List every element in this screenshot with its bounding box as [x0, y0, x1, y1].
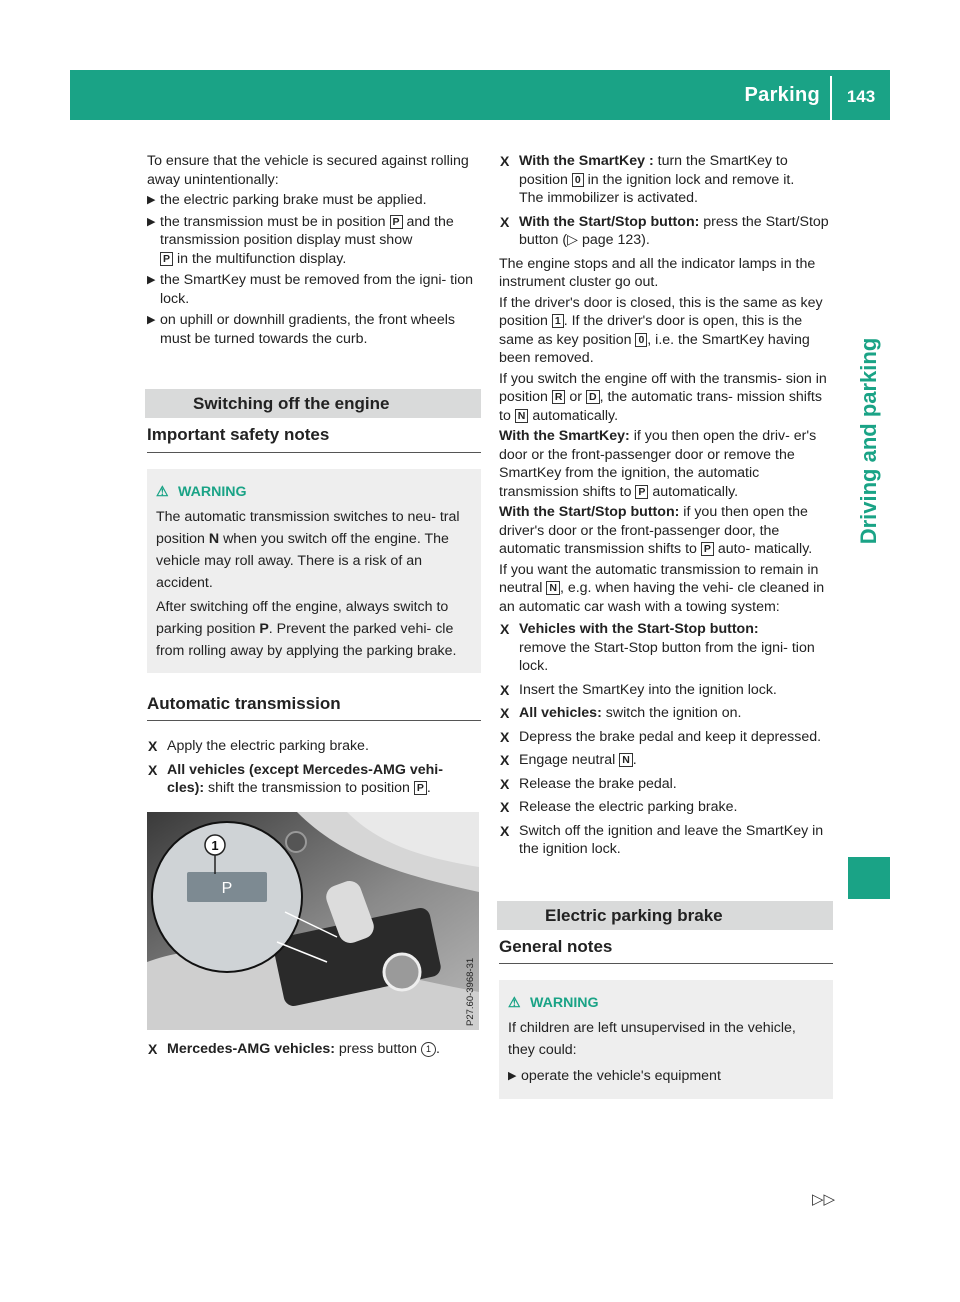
key-position-symbol: 0 [572, 173, 584, 187]
step-item: X Depress the brake pedal and keep it depressed. [500, 728, 822, 745]
pos-p-symbol: P [390, 215, 403, 229]
list-item: ▶ the electric parking brake must be applied. [147, 192, 427, 208]
image-code: P27.60-3968-31 [465, 957, 476, 1026]
step-arrow-icon: X [148, 738, 158, 754]
side-marker [848, 857, 890, 899]
warning-box [499, 980, 833, 1099]
step-arrow-icon: X [500, 752, 510, 768]
step-item: X With the Start/Stop button: press the Start/Stop button (▷ page 123). [500, 213, 829, 248]
step-item: X All vehicles (except Mercedes-AMG vehi- cles): shift the transmission to position P . [148, 761, 443, 796]
list-item: ▶ the SmartKey must be removed from the igni- tion lock. [147, 272, 474, 307]
list-item: ▶ operate the vehicle's equipment [508, 1068, 721, 1084]
step-arrow-icon: X [500, 681, 510, 698]
step-arrow-icon: X [500, 728, 510, 745]
warning-text: The automatic transmission switches to neu- tral position N when you switch off the engine. The vehicle may roll away. There is a risk of an accident. [156, 508, 460, 591]
warning-title: ⚠ WARNING [508, 992, 824, 1014]
pos-p-symbol: P [414, 781, 427, 795]
body-text: If you want the automatic transmission to remain in neutral N , e.g. when having the vehi- cle cleaned in an automatic car wash with a towing system: [499, 561, 825, 615]
step-item: X Apply the electric parking brake. [148, 738, 369, 754]
intro-text: To ensure that the vehicle is secured against rolling away unintentionally: [147, 153, 469, 188]
body-text: If you switch the engine off with the transmis- sion in position R or D , the automatic trans- mission shifts to N automatically. [499, 370, 827, 424]
subheading: Automatic transmission [147, 695, 481, 722]
key-position-symbol: 0 [635, 333, 647, 347]
step-item: X Switch off the ignition and leave the SmartKey in the ignition lock. [500, 822, 824, 857]
step-arrow-icon: X [148, 1040, 158, 1057]
list-item: ▶ the transmission must be in position P and the transmission position display must show P in the multifunction display. [147, 213, 454, 267]
pos-p-symbol: P [160, 252, 173, 266]
step-item: X Release the brake pedal. [500, 775, 677, 792]
step-arrow-icon: X [500, 705, 510, 721]
right-column [499, 152, 833, 1099]
warning-box [147, 469, 481, 673]
section-heading: Switching off the engine [145, 389, 481, 418]
callout-number: 1 [211, 837, 219, 853]
p-button-label: P [221, 879, 233, 897]
step-item: X All vehicles: switch the ignition on. [500, 705, 742, 721]
body-text: With the SmartKey: if you then open the driv- er's door or the front-passenger door or remove the SmartKey from the ignition, the automatic transmission shifts to P automatically. [499, 428, 817, 500]
warning-text: If children are left unsupervised in the vehicle, they could: [508, 1020, 796, 1058]
step-item: X Mercedes-AMG vehicles: press button 1 . [148, 1040, 440, 1057]
continue-icon: ▷▷ [812, 1191, 836, 1208]
step-arrow-icon: X [148, 761, 158, 778]
key-position-symbol: 1 [552, 314, 564, 328]
step-arrow-icon: X [500, 822, 510, 839]
gear-selector-photo [147, 812, 479, 1030]
step-arrow-icon: X [500, 775, 510, 792]
step-item: X Vehicles with the Start-Stop button: remove the Start-Stop button from the igni- tion lock. [500, 621, 815, 674]
section-title: Parking [744, 84, 820, 106]
page-header [70, 70, 890, 120]
warning-triangle-icon: ⚠ [508, 995, 521, 1011]
warning-triangle-icon: ⚠ [156, 483, 169, 500]
body-text: With the Start/Stop button: if you then open the driver's door or the front-passenger door, the automatic transmission shifts to P auto- matically. [499, 504, 813, 557]
warning-title: ⚠ WARNING [156, 481, 472, 503]
warning-text: After switching off the engine, always switch to parking position P. Prevent the parked vehi- cle from rolling away by applying the parking brake. [156, 598, 457, 659]
side-tab [848, 300, 890, 600]
left-column [147, 152, 481, 1063]
body-text: The engine stops and all the indicator lamps in the instrument cluster go out. [499, 255, 816, 290]
list-item: ▶ on uphill or downhill gradients, the front wheels must be turned towards the curb. [147, 312, 455, 347]
page-number: 143 [846, 87, 876, 106]
step-arrow-icon: X [500, 213, 510, 230]
section-heading: Electric parking brake [497, 901, 833, 930]
step-item: X Release the electric parking brake. [500, 799, 738, 815]
body-text: If the driver's door is closed, this is the same as key position 1 . If the driver's door is open, this is the same as key position 0 , i.e. the SmartKey having been removed. [499, 294, 823, 366]
step-item: X Insert the SmartKey into the ignition lock. [500, 681, 777, 698]
step-item: X Engage neutral N . [500, 752, 637, 768]
subheading: General notes [499, 938, 833, 965]
step-arrow-icon: X [500, 153, 510, 169]
callout-ref: 1 [421, 1042, 436, 1057]
step-arrow-icon: X [500, 799, 510, 815]
side-tab-label: Driving and parking [856, 337, 881, 545]
step-arrow-icon: X [500, 621, 510, 637]
step-item: X With the SmartKey : turn the SmartKey to position 0 in the ignition lock and remove it. The immobilizer is activated. [500, 153, 795, 206]
subheading: Important safety notes [147, 426, 481, 453]
